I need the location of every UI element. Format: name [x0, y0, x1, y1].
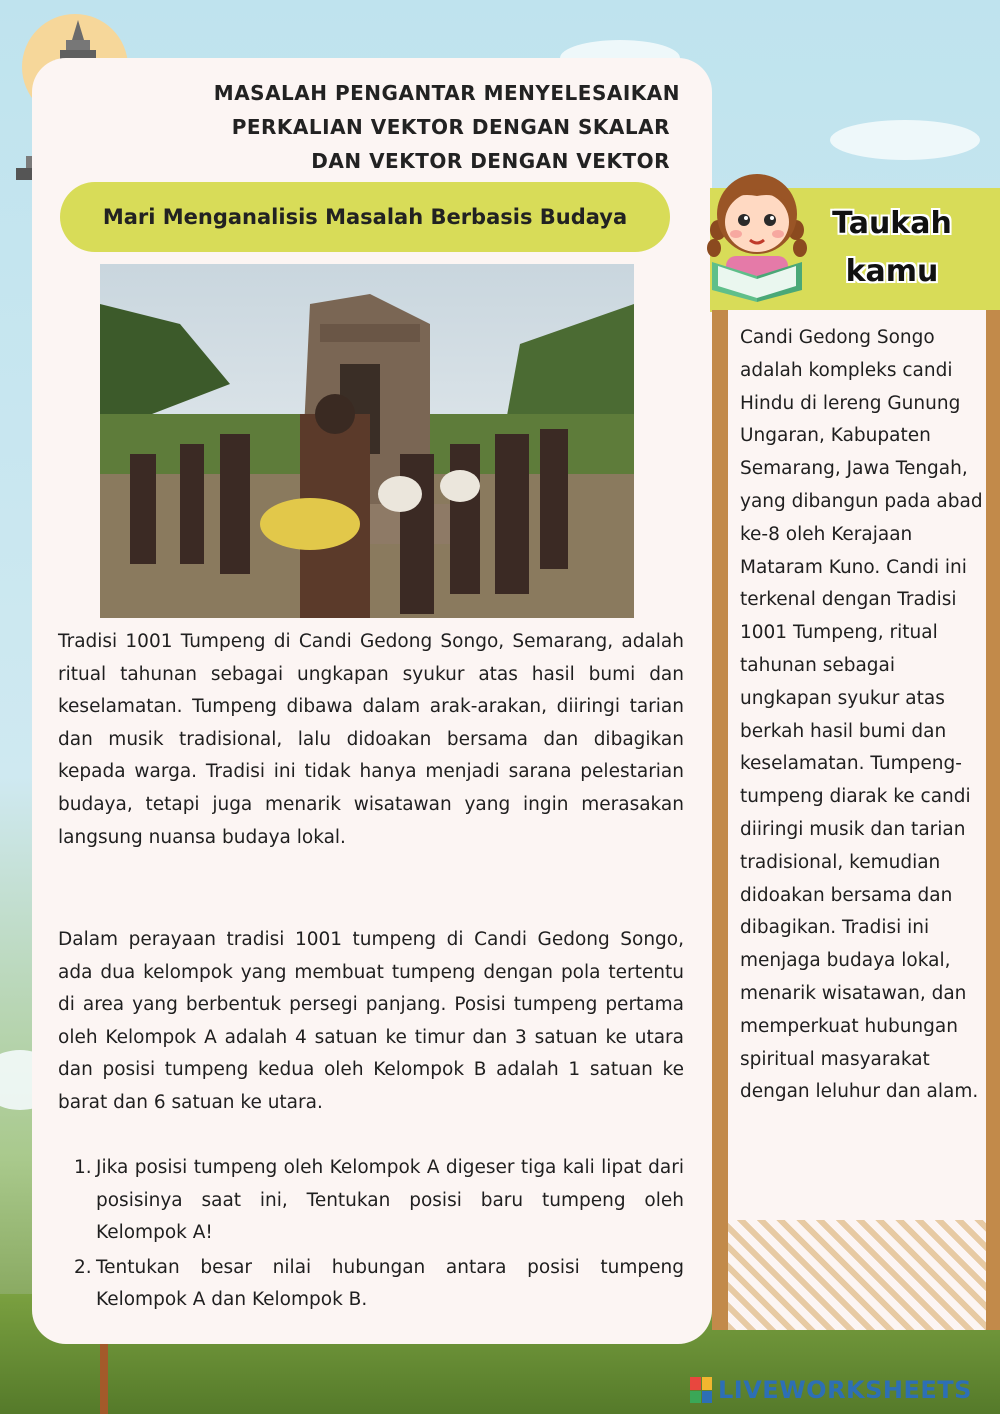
sidebar-text: Candi Gedong Songo adalah kompleks candi Hindu di lereng Gunung Ungaran, Kabupaten Semarang, Jawa Tengah, yang dibangun pada abad ke-8 oleh Kerajaan Mataram Kuno. Candi ini terkenal dengan Tradisi 1001 Tumpeng, ritual tahunan sebagai ungkapan syukur atas berkah hasil bumi dan keselamatan. Tumpeng-tumpeng diarak ke candi diiringi musik dan tarian tradisional, kemudian didoakan bersama dan dibagikan. Tradisi ini menjaga budaya lokal, menarik wisatawan, dan memperkuat hubungan spiritual masyarakat dengan leluhur dan alam. — [740, 327, 983, 1103]
temple-ceremony-photo — [100, 264, 634, 618]
question-number: 1. — [74, 1157, 92, 1178]
girl-reading-icon — [696, 152, 818, 304]
liveworksheets-logo — [690, 1372, 972, 1408]
sidebar-title — [812, 200, 972, 296]
question-text: Tentukan besar nilai hubungan antara posisi tumpeng Kelompok A dan Kelompok B. — [96, 1256, 684, 1311]
title-line: MASALAH PENGANTAR MENYELESAIKAN — [213, 81, 680, 105]
question-number: 2. — [74, 1256, 92, 1278]
title-line: PERKALIAN VEKTOR DENGAN SKALAR — [231, 115, 670, 139]
decorative-post — [100, 1344, 108, 1414]
intro-paragraph: Tradisi 1001 Tumpeng di Candi Gedong Songo, Semarang, adalah ritual tahunan sebagai ungkapan syukur atas hasil bumi dan keselamatan. Tumpeng dibawa dalam arak-arakan, diiringi tarian dan musik tradisional, lalu didoakan bersama dan dibagikan kepada warga. Tradisi ini tidak hanya menjadi sarana pelestarian budaya, tetapi juga menarik wisatawan yang ingin merasakan langsung nuansa budaya lokal. — [58, 631, 684, 848]
sidebar-title-line: kamu — [845, 254, 939, 289]
logo-mark-icon — [690, 1377, 712, 1403]
logo-text: LIVEWORKSHEETS — [718, 1376, 972, 1404]
question-list — [58, 1152, 684, 1319]
problem-paragraph: Dalam perayaan tradisi 1001 tumpeng di Candi Gedong Songo, ada dua kelompok yang membuat tumpeng dengan pola tertentu di area yang berbentuk persegi panjang. Posisi tumpeng pertama oleh Kelompok A adalah 4 satuan ke timur dan 3 satuan ke utara dan posisi tumpeng kedua oleh Kelompok B adalah 1 satuan ke barat dan 6 satuan ke utara. — [58, 929, 684, 1113]
question-item — [58, 1152, 684, 1250]
sidebar-title-line: Taukah — [832, 206, 952, 241]
page-title — [150, 76, 680, 178]
section-heading-pill — [60, 182, 670, 252]
cloud — [830, 120, 980, 160]
section-heading: Mari Menganalisis Masalah Berbasis Budaya — [102, 205, 628, 229]
question-text: Jika posisi tumpeng oleh Kelompok A digeser tiga kali lipat dari posisinya saat ini, Tentukan posisi baru tumpeng oleh Kelompok A! — [96, 1157, 684, 1244]
title-line: DAN VEKTOR DENGAN VEKTOR — [311, 149, 670, 173]
question-item — [58, 1252, 684, 1317]
